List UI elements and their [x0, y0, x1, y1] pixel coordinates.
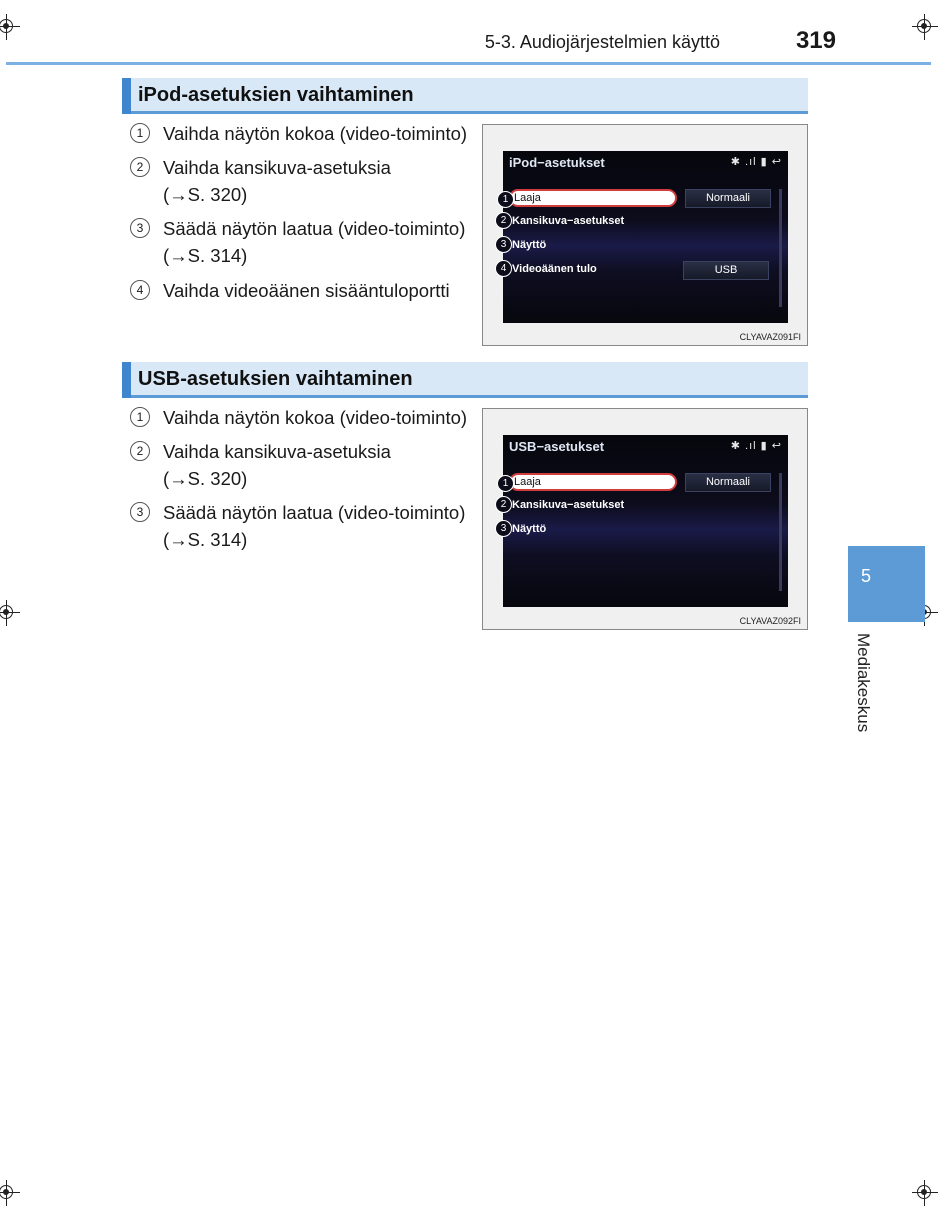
callout-number: 1 [497, 475, 514, 492]
item-number-badge: 2 [130, 157, 150, 177]
callout-number: 4 [495, 260, 512, 277]
setting-row-cover-art[interactable] [500, 496, 771, 516]
list-item [130, 499, 475, 553]
status-icons: ✱ .ıl ▮ ↩ [730, 440, 782, 452]
item-text: Vaihda kansikuva-asetuksia [163, 157, 391, 178]
setting-row-video-audio-input[interactable] [500, 260, 771, 280]
display-screen [500, 151, 788, 323]
screen-title: USB−asetukset [509, 439, 605, 454]
registration-mark-icon [0, 14, 20, 40]
setting-value-button[interactable]: USB [683, 261, 769, 280]
chapter-title: 5-3. Audiojärjestelmien käyttö [484, 32, 720, 52]
list-item [130, 404, 475, 431]
status-icons: ✱ .ıl ▮ ↩ [730, 156, 782, 168]
setting-label: Kansikuva−asetukset [512, 499, 625, 511]
setting-label: Näyttö [512, 239, 547, 251]
item-text: Vaihda kansikuva-asetuksia [163, 441, 391, 462]
setting-value-button[interactable]: Normaali [685, 189, 771, 208]
callout-number: 1 [497, 191, 514, 208]
list-item [130, 277, 475, 304]
chapter-number: 5 [861, 566, 872, 586]
registration-mark-icon [912, 14, 938, 40]
setting-label: Videoäänen tulo [512, 263, 597, 275]
section-heading-ipod: iPod-asetuksien vaihtaminen [122, 78, 808, 114]
page-reference: (→S. 320) [163, 184, 248, 205]
registration-mark-icon [912, 1180, 938, 1206]
display-screen [500, 435, 788, 607]
item-number-badge: 3 [130, 502, 150, 522]
item-text: Vaihda näytön kokoa (video-toiminto) [163, 407, 468, 428]
setting-label: Näyttö [512, 523, 547, 535]
list-item [130, 120, 475, 147]
setting-label: Laaja [514, 192, 541, 204]
setting-label: Kansikuva−asetukset [512, 215, 625, 227]
setting-row-wide[interactable] [502, 189, 750, 207]
scrollbar [779, 473, 782, 591]
page-reference: (→S. 314) [163, 245, 248, 266]
header-rule [6, 62, 931, 65]
registration-mark-icon [0, 600, 20, 626]
item-text: Vaihda videoäänen sisääntuloportti [163, 280, 450, 301]
setting-row-cover-art[interactable] [500, 212, 771, 232]
chapter-label: Mediakeskus [854, 633, 873, 733]
page-reference: (→S. 314) [163, 529, 248, 550]
item-number-badge: 1 [130, 407, 150, 427]
item-text: Säädä näytön laatua (video-toiminto) [163, 502, 466, 523]
callout-number: 2 [495, 496, 512, 513]
setting-row-wide[interactable] [502, 473, 750, 491]
setting-row-display[interactable] [500, 236, 771, 256]
page-reference: (→S. 320) [163, 468, 248, 489]
figure-code: CLYAVAZ091FI [739, 332, 801, 342]
callout-number: 3 [495, 520, 512, 537]
item-number-badge: 2 [130, 441, 150, 461]
list-item [130, 438, 475, 492]
item-number-badge: 4 [130, 280, 150, 300]
setting-label: Laaja [514, 476, 541, 488]
chapter-tab [848, 546, 925, 622]
figure-code: CLYAVAZ092FI [739, 616, 801, 626]
list-item [130, 215, 475, 269]
registration-mark-icon [0, 1180, 20, 1206]
page-number: 319 [795, 27, 836, 54]
list-item [130, 154, 475, 208]
screen-title: iPod−asetukset [509, 155, 605, 170]
item-number-badge: 1 [130, 123, 150, 143]
setting-value-button[interactable]: Normaali [685, 473, 771, 492]
ipod-settings-screenshot [482, 124, 808, 346]
callout-number: 3 [495, 236, 512, 253]
usb-settings-screenshot [482, 408, 808, 630]
item-text: Vaihda näytön kokoa (video-toiminto) [163, 123, 468, 144]
item-text: Säädä näytön laatua (video-toiminto) [163, 218, 466, 239]
callout-number: 2 [495, 212, 512, 229]
scrollbar [779, 189, 782, 307]
setting-row-display[interactable] [500, 520, 771, 540]
section-heading-usb: USB-asetuksien vaihtaminen [122, 362, 808, 398]
item-number-badge: 3 [130, 218, 150, 238]
